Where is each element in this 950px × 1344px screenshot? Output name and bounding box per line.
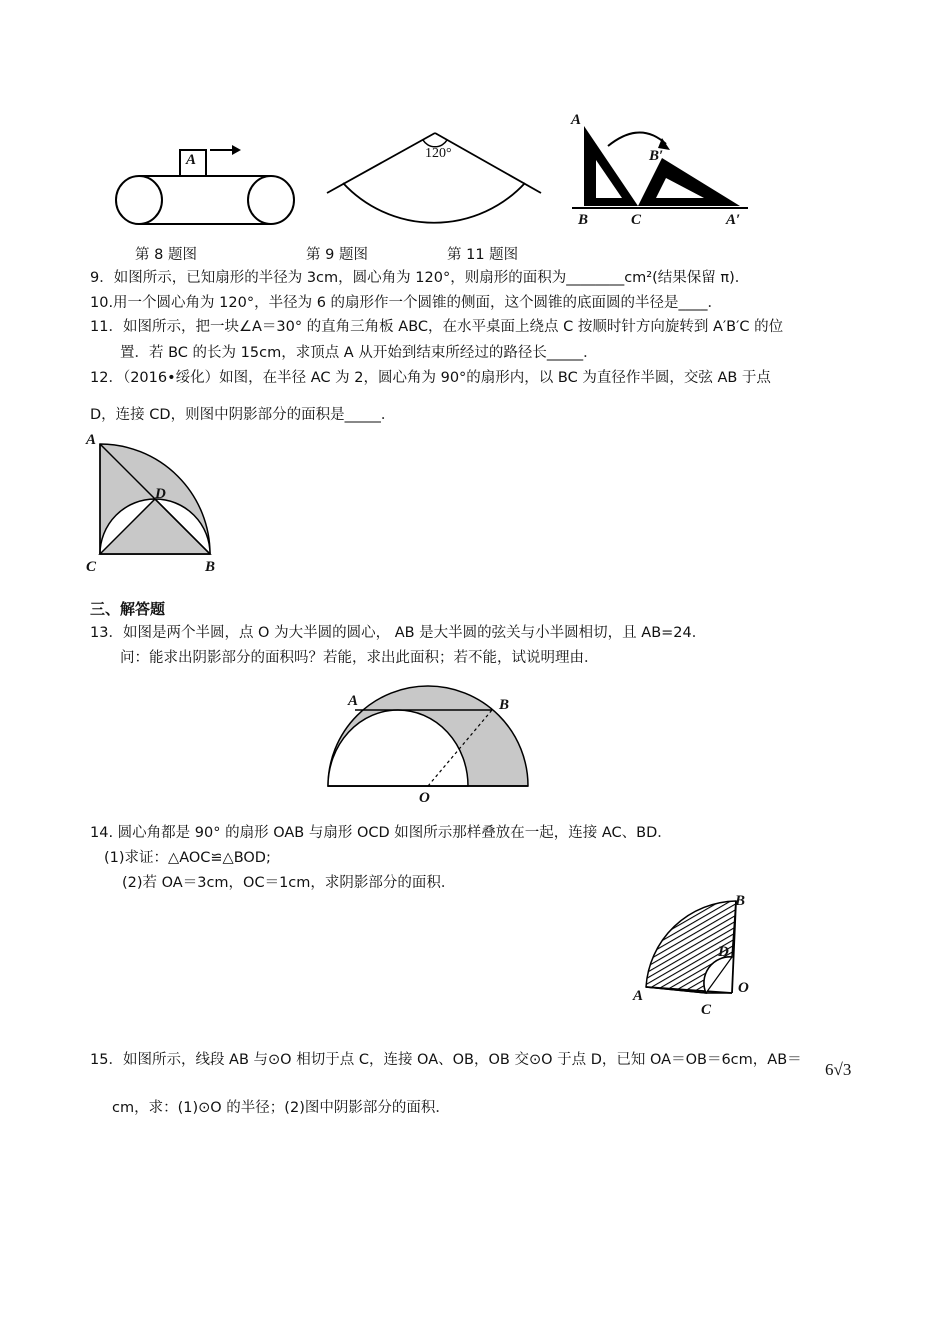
figure-8-conveyor xyxy=(108,140,308,230)
question-9: 9．如图所示，已知扇形的半径为 3cm，圆心角为 120°，则扇形的面积为________cm²(结果保留 π)． xyxy=(90,270,750,286)
question-14-part2: (2)若 OA＝3cm，OC＝1cm，求阴影部分的面积． xyxy=(122,875,456,891)
fig9-angle-label: 120° xyxy=(425,146,452,161)
figure-9-sector xyxy=(325,125,545,235)
fig14-label-D: D xyxy=(718,944,729,960)
question-14-line1: 14. 圆心角都是 90° 的扇形 OAB 与扇形 OCD 如图所示那样叠放在一起，连接 AC、BD． xyxy=(90,825,672,841)
question-12-line1: 12．（2016•绥化）如图，在半径 AC 为 2，圆心角为 90°的扇形内，以 BC 为直径作半圆，交弦 AB 于点 xyxy=(90,370,771,386)
question-11-line1: 11．如图所示，把一块∠A＝30° 的直角三角板 ABC，在水平桌面上绕点 C 按顺时针方向旋转到 A′B′C 的位 xyxy=(90,319,784,335)
fig11-caption: 第 11 题图 xyxy=(447,247,519,263)
question-15-value: 6√3 xyxy=(825,1060,852,1079)
fig8-caption: 第 8 题图 xyxy=(135,247,197,263)
fig13-label-O: O xyxy=(419,790,430,806)
question-15-line1: 15．如图所示，线段 AB 与⊙O 相切于点 C，连接 OA、OB，OB 交⊙O 于点 D，已知 OA＝OB＝6cm，AB＝ xyxy=(90,1052,802,1068)
question-15-line2: cm，求：(1)⊙O 的半径；(2)图中阴影部分的面积． xyxy=(112,1100,450,1116)
section-heading: 三、解答题 xyxy=(90,600,166,618)
fig13-label-B: B xyxy=(499,697,510,713)
fig14-label-B: B xyxy=(735,893,746,909)
fig12-label-B: B xyxy=(205,559,216,575)
fig14-label-O: O xyxy=(738,980,749,996)
fig9-caption: 第 9 题图 xyxy=(306,247,368,263)
question-12-line2: D，连接 CD，则图中阴影部分的面积是_____． xyxy=(90,407,396,423)
fig11-label-A-prime: A′ xyxy=(726,212,741,228)
question-11-line2: 置．若 BC 的长为 15cm，求顶点 A 从开始到结束所经过的路径长_____． xyxy=(120,345,598,361)
question-13-line1: 13．如图是两个半圆，点 O 为大半圆的圆心， AB 是大半圆的弦关与小半圆相切，且 AB=24． xyxy=(90,625,707,641)
fig12-label-D: D xyxy=(155,486,166,502)
fig11-label-C: C xyxy=(631,212,642,228)
fig8-box-label: A xyxy=(186,152,197,168)
fig11-label-B-prime: B′ xyxy=(649,148,664,164)
fig11-label-B: B xyxy=(578,212,589,228)
fig12-label-C: C xyxy=(86,559,97,575)
question-14-part1: (1)求证：△AOC≌△BOD; xyxy=(104,850,271,866)
question-10: 10.用一个圆心角为 120°，半径为 6 的扇形作一个圆锥的侧面，这个圆锥的底面圆的半径是____． xyxy=(90,295,723,311)
fig13-label-A: A xyxy=(348,693,359,709)
fig12-label-A: A xyxy=(86,432,97,448)
fig14-label-A: A xyxy=(633,988,644,1004)
question-13-line2: 问：能求出阴影部分的面积吗？若能，求出此面积；若不能，试说明理由． xyxy=(120,650,599,666)
fig14-label-C: C xyxy=(701,1002,712,1018)
fig11-label-A: A xyxy=(571,112,582,128)
